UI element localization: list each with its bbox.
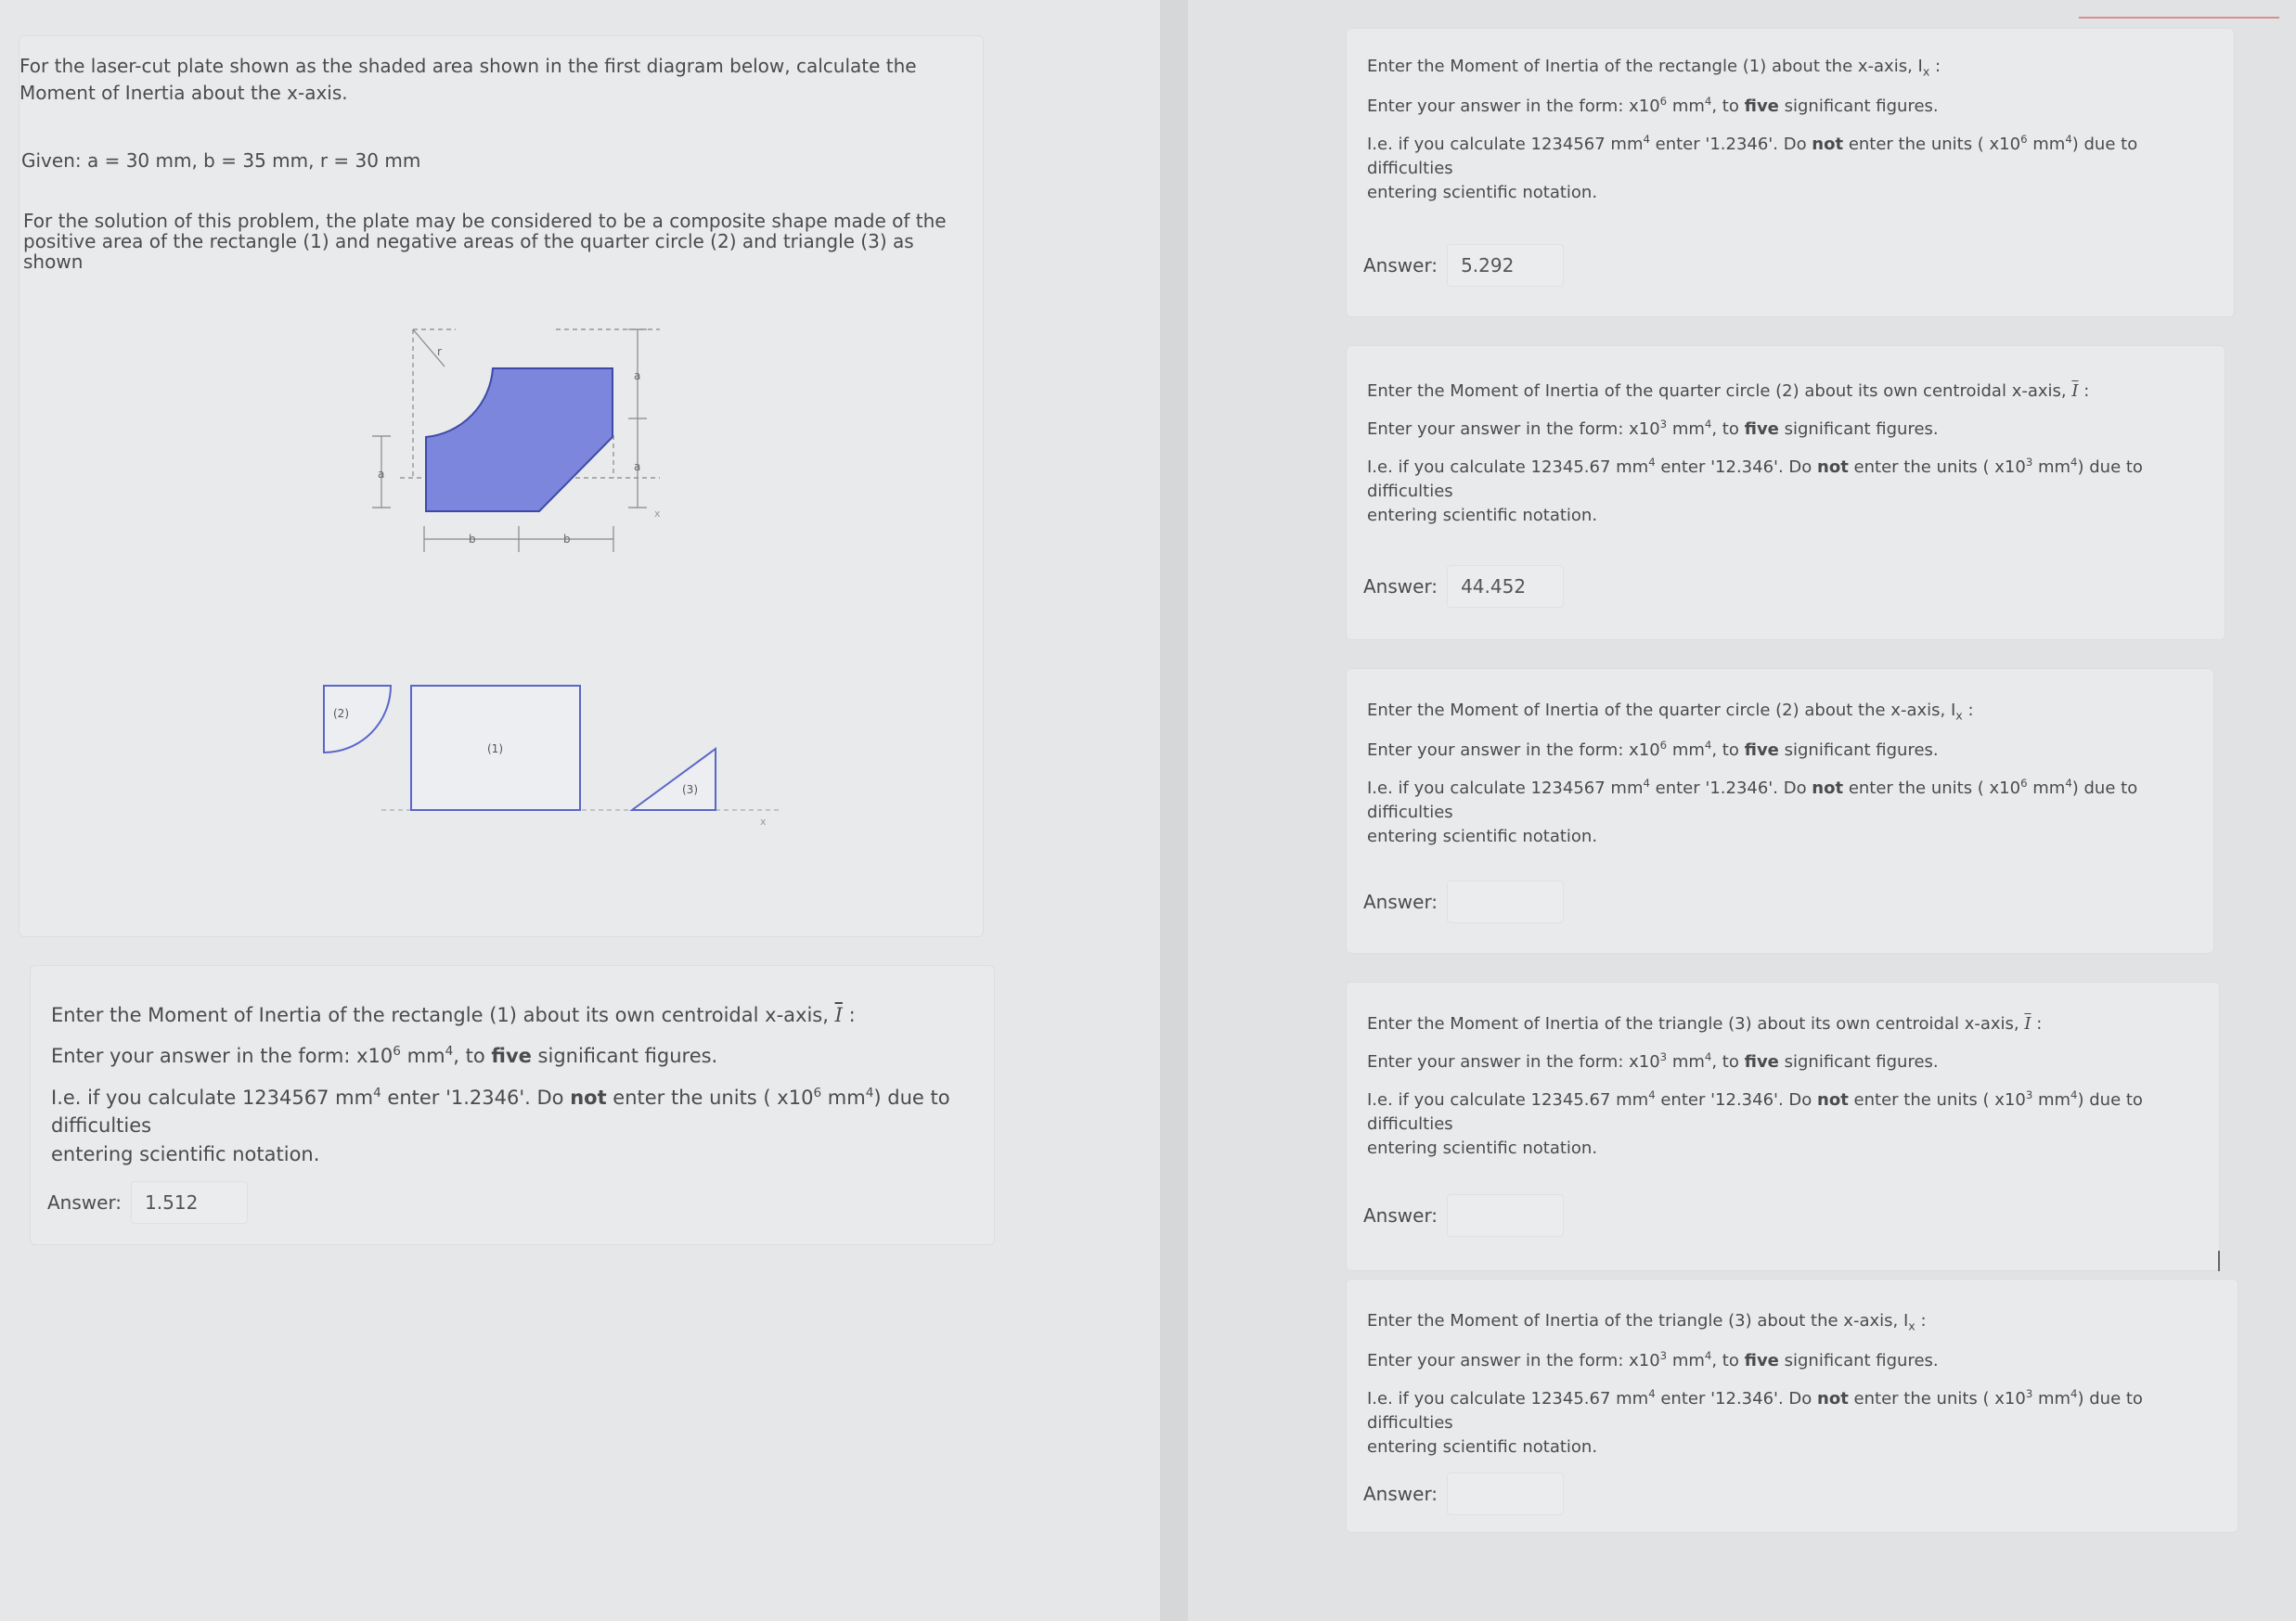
- answer-input[interactable]: [1447, 1473, 1564, 1515]
- label-2: (2): [333, 707, 349, 720]
- label-1: (1): [487, 742, 503, 755]
- question-card-6: [1346, 1279, 2238, 1533]
- label-a-left: a: [378, 468, 385, 481]
- label-x: x: [654, 508, 661, 520]
- label-a-right-bottom: a: [634, 460, 641, 473]
- subscript-x: x: [1908, 1319, 1915, 1333]
- composite-plate-diagram: [344, 315, 678, 584]
- progress-underline: [2079, 17, 2279, 19]
- answer-label: Answer:: [1363, 254, 1438, 277]
- problem-intro-line2: Moment of Inertia about the x-axis.: [19, 82, 348, 104]
- answer-format: Enter your answer in the form: $x10^6$ $mm^4$, to five significant figures.: [1367, 738, 1939, 760]
- solution-line2: positive area of the rectangle (1) and negative areas of the quarter circle (2) and triangle (3) as: [23, 230, 914, 252]
- subscript-x: x: [1922, 64, 1930, 79]
- problem-card: [19, 35, 984, 937]
- answer-example: I.e. if you calculate 1234567 $mm^4$ enter '1.2346'. Do not enter the units ( $x10^6$ $mm^4$) due to difficulties entering scientific notation.: [1367, 776, 2138, 847]
- decomposition-diagram: [316, 667, 780, 825]
- text-cursor: [2218, 1251, 2220, 1271]
- label-a-right-top: a: [634, 369, 641, 382]
- solution-line3: shown: [23, 251, 84, 273]
- answer-label: Answer:: [1363, 1483, 1438, 1505]
- answer-example: I.e. if you calculate 12345.67 $mm^4$ enter '12.346'. Do not enter the units ( $x10^3$ $mm^4$) due to difficulties entering scientific notation.: [1367, 1088, 2143, 1159]
- answer-row: [1363, 565, 1564, 608]
- triangle-shape: [632, 749, 716, 810]
- question-title: Enter the Moment of Inertia of the quarter circle (2) about the x-axis, $I_x$ :: [1367, 701, 1974, 723]
- answer-label: Answer:: [1363, 1204, 1438, 1227]
- shaded-plate: [426, 368, 613, 511]
- answer-input[interactable]: 5.292: [1447, 244, 1564, 287]
- question-card-3: [1346, 345, 2225, 640]
- solution-line1: For the solution of this problem, the plate may be considered to be a composite shape made of the: [23, 210, 947, 232]
- answer-row: [47, 1181, 248, 1224]
- question-title: Enter the Moment of Inertia of the triangle (3) about the x-axis, $I_x$ :: [1367, 1311, 1927, 1333]
- answer-row: [1363, 244, 1564, 287]
- answer-format: Enter your answer in the form: $x10^3$ $mm^4$, to five significant figures.: [1367, 1050, 1939, 1073]
- question-title: Enter the Moment of Inertia of the rectangle (1) about its own centroidal x-axis, $\overline{I}$ :: [51, 1004, 856, 1026]
- answer-input[interactable]: 1.512: [131, 1181, 248, 1224]
- answer-format: Enter your answer in the form: $x10^3$ $mm^4$, to five significant figures.: [1367, 418, 1939, 440]
- answer-example: I.e. if you calculate 12345.67 $mm^4$ enter '12.346'. Do not enter the units ( $x10^3$ $mm^4$) due to difficulties entering scientific notation.: [1367, 456, 2143, 526]
- answer-format: Enter your answer in the form: $x10^6$ $mm^4$, to five significant figures.: [1367, 94, 1939, 116]
- question-title: Enter the Moment of Inertia of the triangle (3) about its own centroidal x-axis, $\overline{I}$ :: [1367, 1014, 2043, 1034]
- subscript-x: x: [1955, 708, 1963, 723]
- answer-format: Enter your answer in the form: $x10^3$ $mm^4$, to five significant figures.: [1367, 1348, 1939, 1370]
- answer-label: Answer:: [1363, 891, 1438, 913]
- question-card-2: [1346, 28, 2235, 317]
- answer-input[interactable]: [1447, 881, 1564, 923]
- label-3: (3): [682, 783, 698, 796]
- answer-input[interactable]: 44.452: [1447, 565, 1564, 608]
- question-card-1: [30, 965, 995, 1245]
- question-title: Enter the Moment of Inertia of the quarter circle (2) about its own centroidal x-axis, $\overline{I}$ :: [1367, 381, 2090, 401]
- screen-divider: [1160, 0, 1188, 1621]
- label-r: r: [437, 345, 442, 358]
- answer-row: [1363, 881, 1564, 923]
- problem-intro-line1: For the laser-cut plate shown as the shaded area shown in the first diagram below, calculate the: [19, 55, 917, 77]
- question-title: Enter the Moment of Inertia of the rectangle (1) about the x-axis, $I_x$ :: [1367, 57, 1941, 79]
- question-card-4: [1346, 668, 2214, 954]
- ibar-symbol: $\overline{I}$: [2071, 381, 2079, 401]
- answer-label: Answer:: [1363, 575, 1438, 598]
- ibar-symbol: $\overline{I}$: [2024, 1014, 2032, 1034]
- answer-example: I.e. if you calculate 1234567 $mm^4$ enter '1.2346'. Do not enter the units ( $x10^6$ $mm^4$) due to difficulties entering scientific notation.: [51, 1085, 950, 1165]
- answer-row: [1363, 1194, 1564, 1237]
- answer-label: Answer:: [47, 1191, 123, 1214]
- label-b-right: b: [563, 533, 571, 546]
- answer-row: [1363, 1473, 1564, 1515]
- answer-input[interactable]: [1447, 1194, 1564, 1237]
- label-x-small: x: [760, 816, 767, 825]
- label-b-left: b: [469, 533, 476, 546]
- ibar-symbol: $\overline{I}$: [834, 1004, 843, 1026]
- given-values: Given: a = 30 mm, b = 35 mm, r = 30 mm: [21, 149, 421, 172]
- answer-format: Enter your answer in the form: $x10^6$ $mm^4$, to five significant figures.: [51, 1044, 718, 1068]
- answer-example: I.e. if you calculate 1234567 $mm^4$ enter '1.2346'. Do not enter the units ( $x10^6$ $mm^4$) due to difficulties entering scientific notation.: [1367, 132, 2138, 203]
- answer-example: I.e. if you calculate 12345.67 $mm^4$ enter '12.346'. Do not enter the units ( $x10^3$ $mm^4$) due to difficulties entering scientific notation.: [1367, 1386, 2143, 1458]
- question-card-5: [1346, 982, 2220, 1271]
